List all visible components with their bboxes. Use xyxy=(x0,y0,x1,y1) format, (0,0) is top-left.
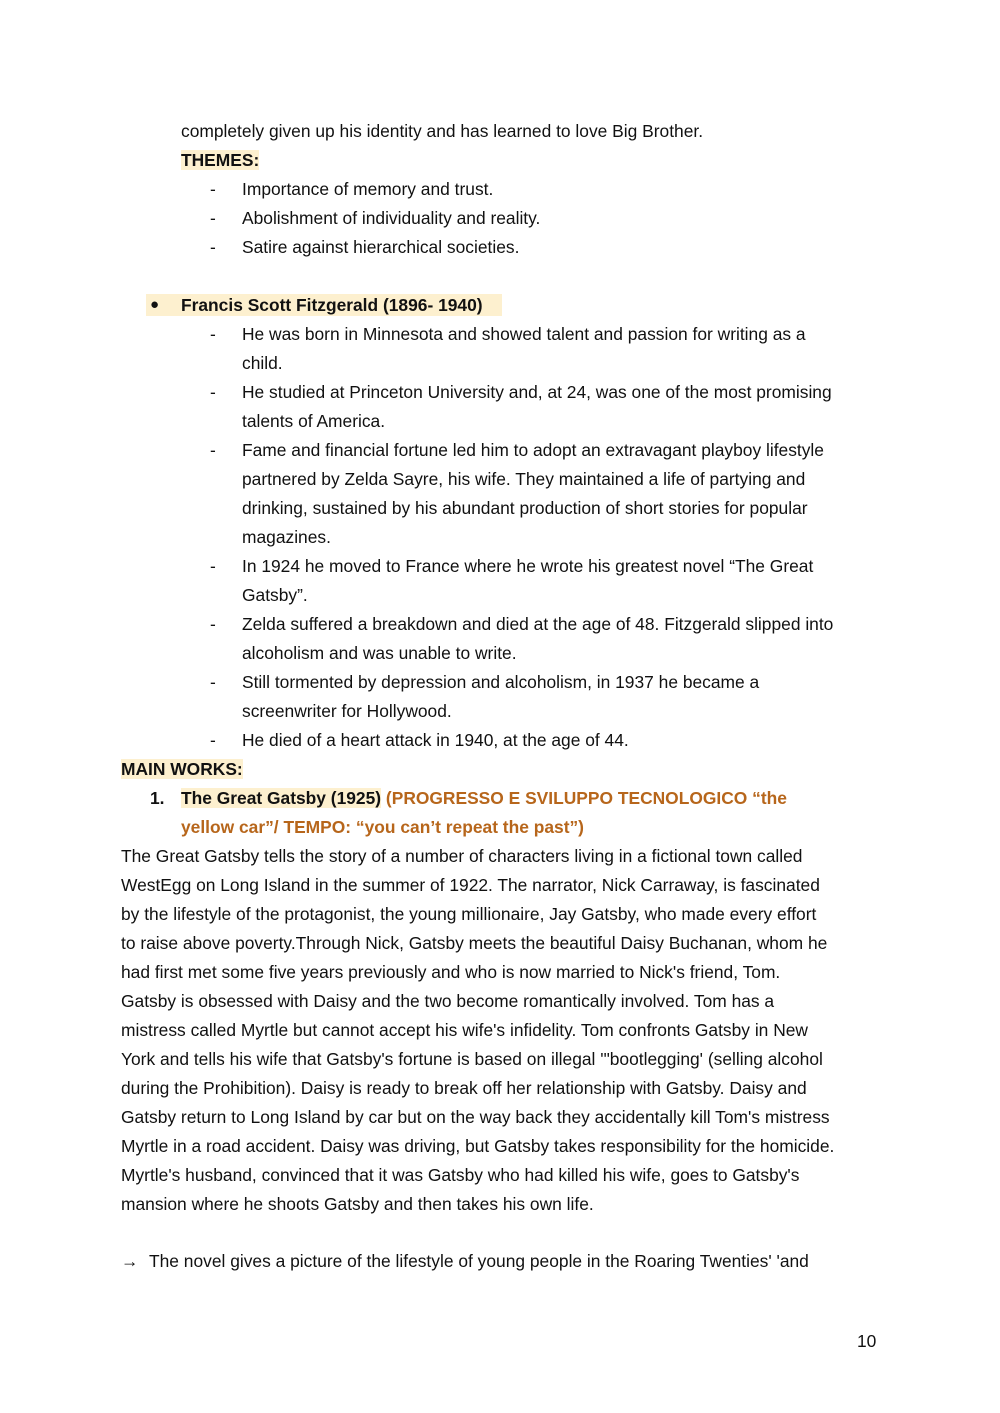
summary-line: WestEgg on Long Island in the summer of 1922. The narrator, Nick Carraway, is fascinated xyxy=(121,875,820,895)
dash-marker: - xyxy=(210,614,216,634)
list-number: 1. xyxy=(150,788,165,808)
author-heading: Francis Scott Fitzgerald (1896- 1940) xyxy=(181,295,483,315)
summary-line: by the lifestyle of the protagonist, the young millionaire, Jay Gatsby, who made every effort xyxy=(121,904,817,924)
dash-marker: - xyxy=(210,672,216,692)
fact-item-continuation: talents of America. xyxy=(242,411,386,431)
summary-line: Myrtle in a road accident. Daisy was driving, but Gatsby takes responsibility for the homicide. xyxy=(121,1136,835,1156)
dash-marker: - xyxy=(210,730,216,750)
dash-marker: - xyxy=(210,382,216,402)
summary-line: Gatsby return to Long Island by car but on the way back they accidentally kill Tom's mistress xyxy=(121,1107,830,1127)
main-works-heading: MAIN WORKS: xyxy=(121,759,243,779)
summary-line: had first met some five years previously and who is now married to Nick's friend, Tom. xyxy=(121,962,781,982)
summary-line: York and tells his wife that Gatsby's fortune is based on illegal '"bootlegging' (selling alcohol xyxy=(121,1049,823,1069)
closing-text: The novel gives a picture of the lifestyle of young people in the Roaring Twenties' 'and xyxy=(149,1251,809,1271)
summary-line: The Great Gatsby tells the story of a number of characters living in a fictional town called xyxy=(121,846,803,866)
work-title: The Great Gatsby (1925) xyxy=(181,788,382,808)
fact-item-continuation: screenwriter for Hollywood. xyxy=(242,701,452,721)
dash-marker: - xyxy=(210,208,216,228)
summary-line: Myrtle's husband, convinced that it was Gatsby who had killed his wife, goes to Gatsby's xyxy=(121,1165,800,1185)
work-note-continuation: yellow car”/ TEMPO: “you can’t repeat the past”) xyxy=(181,817,584,837)
dash-marker: - xyxy=(210,556,216,576)
dash-marker: - xyxy=(210,179,216,199)
fact-item-continuation: drinking, sustained by his abundant production of short stories for popular xyxy=(242,498,808,518)
arrow-icon: → xyxy=(121,1251,139,1271)
summary-line: to raise above poverty.Through Nick, Gatsby meets the beautiful Daisy Buchanan, whom he xyxy=(121,933,828,953)
summary-line: mansion where he shoots Gatsby and then takes his own life. xyxy=(121,1194,594,1214)
dash-marker: - xyxy=(210,440,216,460)
summary-line: Gatsby is obsessed with Daisy and the two become romantically involved. Tom has a xyxy=(121,991,775,1011)
summary-line: mistress called Myrtle but cannot accept his wife's infidelity. Tom confronts Gatsby in New xyxy=(121,1020,808,1040)
fact-item-continuation: alcoholism and was unable to write. xyxy=(242,643,517,663)
fact-item-continuation: Gatsby”. xyxy=(242,585,308,605)
work-note: (PROGRESSO E SVILUPPO TECNOLOGICO “the xyxy=(385,788,787,808)
document-page: completely given up his identity and has learned to love Big Brother. THEMES: - Importance of memory and trust. - Abolishment of individuality and reality. - Satire against hierarchical societies. ● Francis Scott Fitzgerald (1896- 1940) - He was born in Minnesota and showed talent and passion for writing as a child. - He studied at Princeton University and, at 24, was one of the most promising talents of America. - Fame and financial fortune led him to adopt an extravagant playboy lifestyle partnered by Zelda Sayre, his wife. They maintained a life of partying and drinking, sustained by his abundant production of short stories for popular magazines. - In 1924 he moved to France where he wrote his greatest novel “The Great Gatsby”. - Zelda suffered a breakdown and died at the age of 48. Fitzgerald slipped into alcoholism and was unable to write. - Still tormented by depression and alcoholism, in 1937 he became a screenwriter for Hollywood. - He died of a heart attack in 1940, at the age of 44. MAIN WORKS: 1. The Great Gatsby (1925) (PROGRESSO E SVILUPPO TECNOLOGICO “the yellow car”/ TEMPO: “you can’t repeat the past”) The Great Gatsby tells the story of a number of characters living in a fictional town called WestEgg on Long Island in the summer of 1922. The narrator, Nick Carraway, is fascinated by the lifestyle of the protagonist, the young millionaire, Jay Gatsby, who made every effort to raise above poverty.Through Nick, Gatsby meets the beautiful Daisy Buchanan, whom he had first met some five years previously and who is now married to Nick's friend, Tom. Gatsby is obsessed with Daisy and the two become romantically involved. Tom has a mistress called Myrtle but cannot accept his wife's infidelity. Tom confronts Gatsby in New York and tells his wife that Gatsby's fortune is based on illegal '"bootlegging' (selling alcohol during the Prohibition). Daisy is ready to break off her relationship with Gatsby. Daisy and Gatsby return to Long Island by car but on the way back they accidentally kill Tom's mistress Myrtle in a road accident. Daisy was driving, but Gatsby takes responsibility for the homicide. Myrtle's husband, convinced that it was Gatsby who had killed his wife, goes to Gatsby's mansion where he shoots Gatsby and then takes his own life. → The novel gives a picture of the lifestyle of young people in the Roaring Twenties' 'and 10 xyxy=(121,121,877,1351)
intro-line: completely given up his identity and has learned to love Big Brother. xyxy=(181,121,704,141)
bullet-marker: ● xyxy=(150,296,160,313)
fact-item-continuation: magazines. xyxy=(242,527,331,547)
page-number: 10 xyxy=(857,1331,877,1351)
summary-line: during the Prohibition). Daisy is ready to break off her relationship with Gatsby. Daisy and xyxy=(121,1078,807,1098)
dash-marker: - xyxy=(210,237,216,257)
fact-item-continuation: child. xyxy=(242,353,283,373)
dash-marker: - xyxy=(210,324,216,344)
fact-item-continuation: partnered by Zelda Sayre, his wife. They maintained a life of partying and xyxy=(242,469,806,489)
themes-heading: THEMES: xyxy=(181,150,260,170)
